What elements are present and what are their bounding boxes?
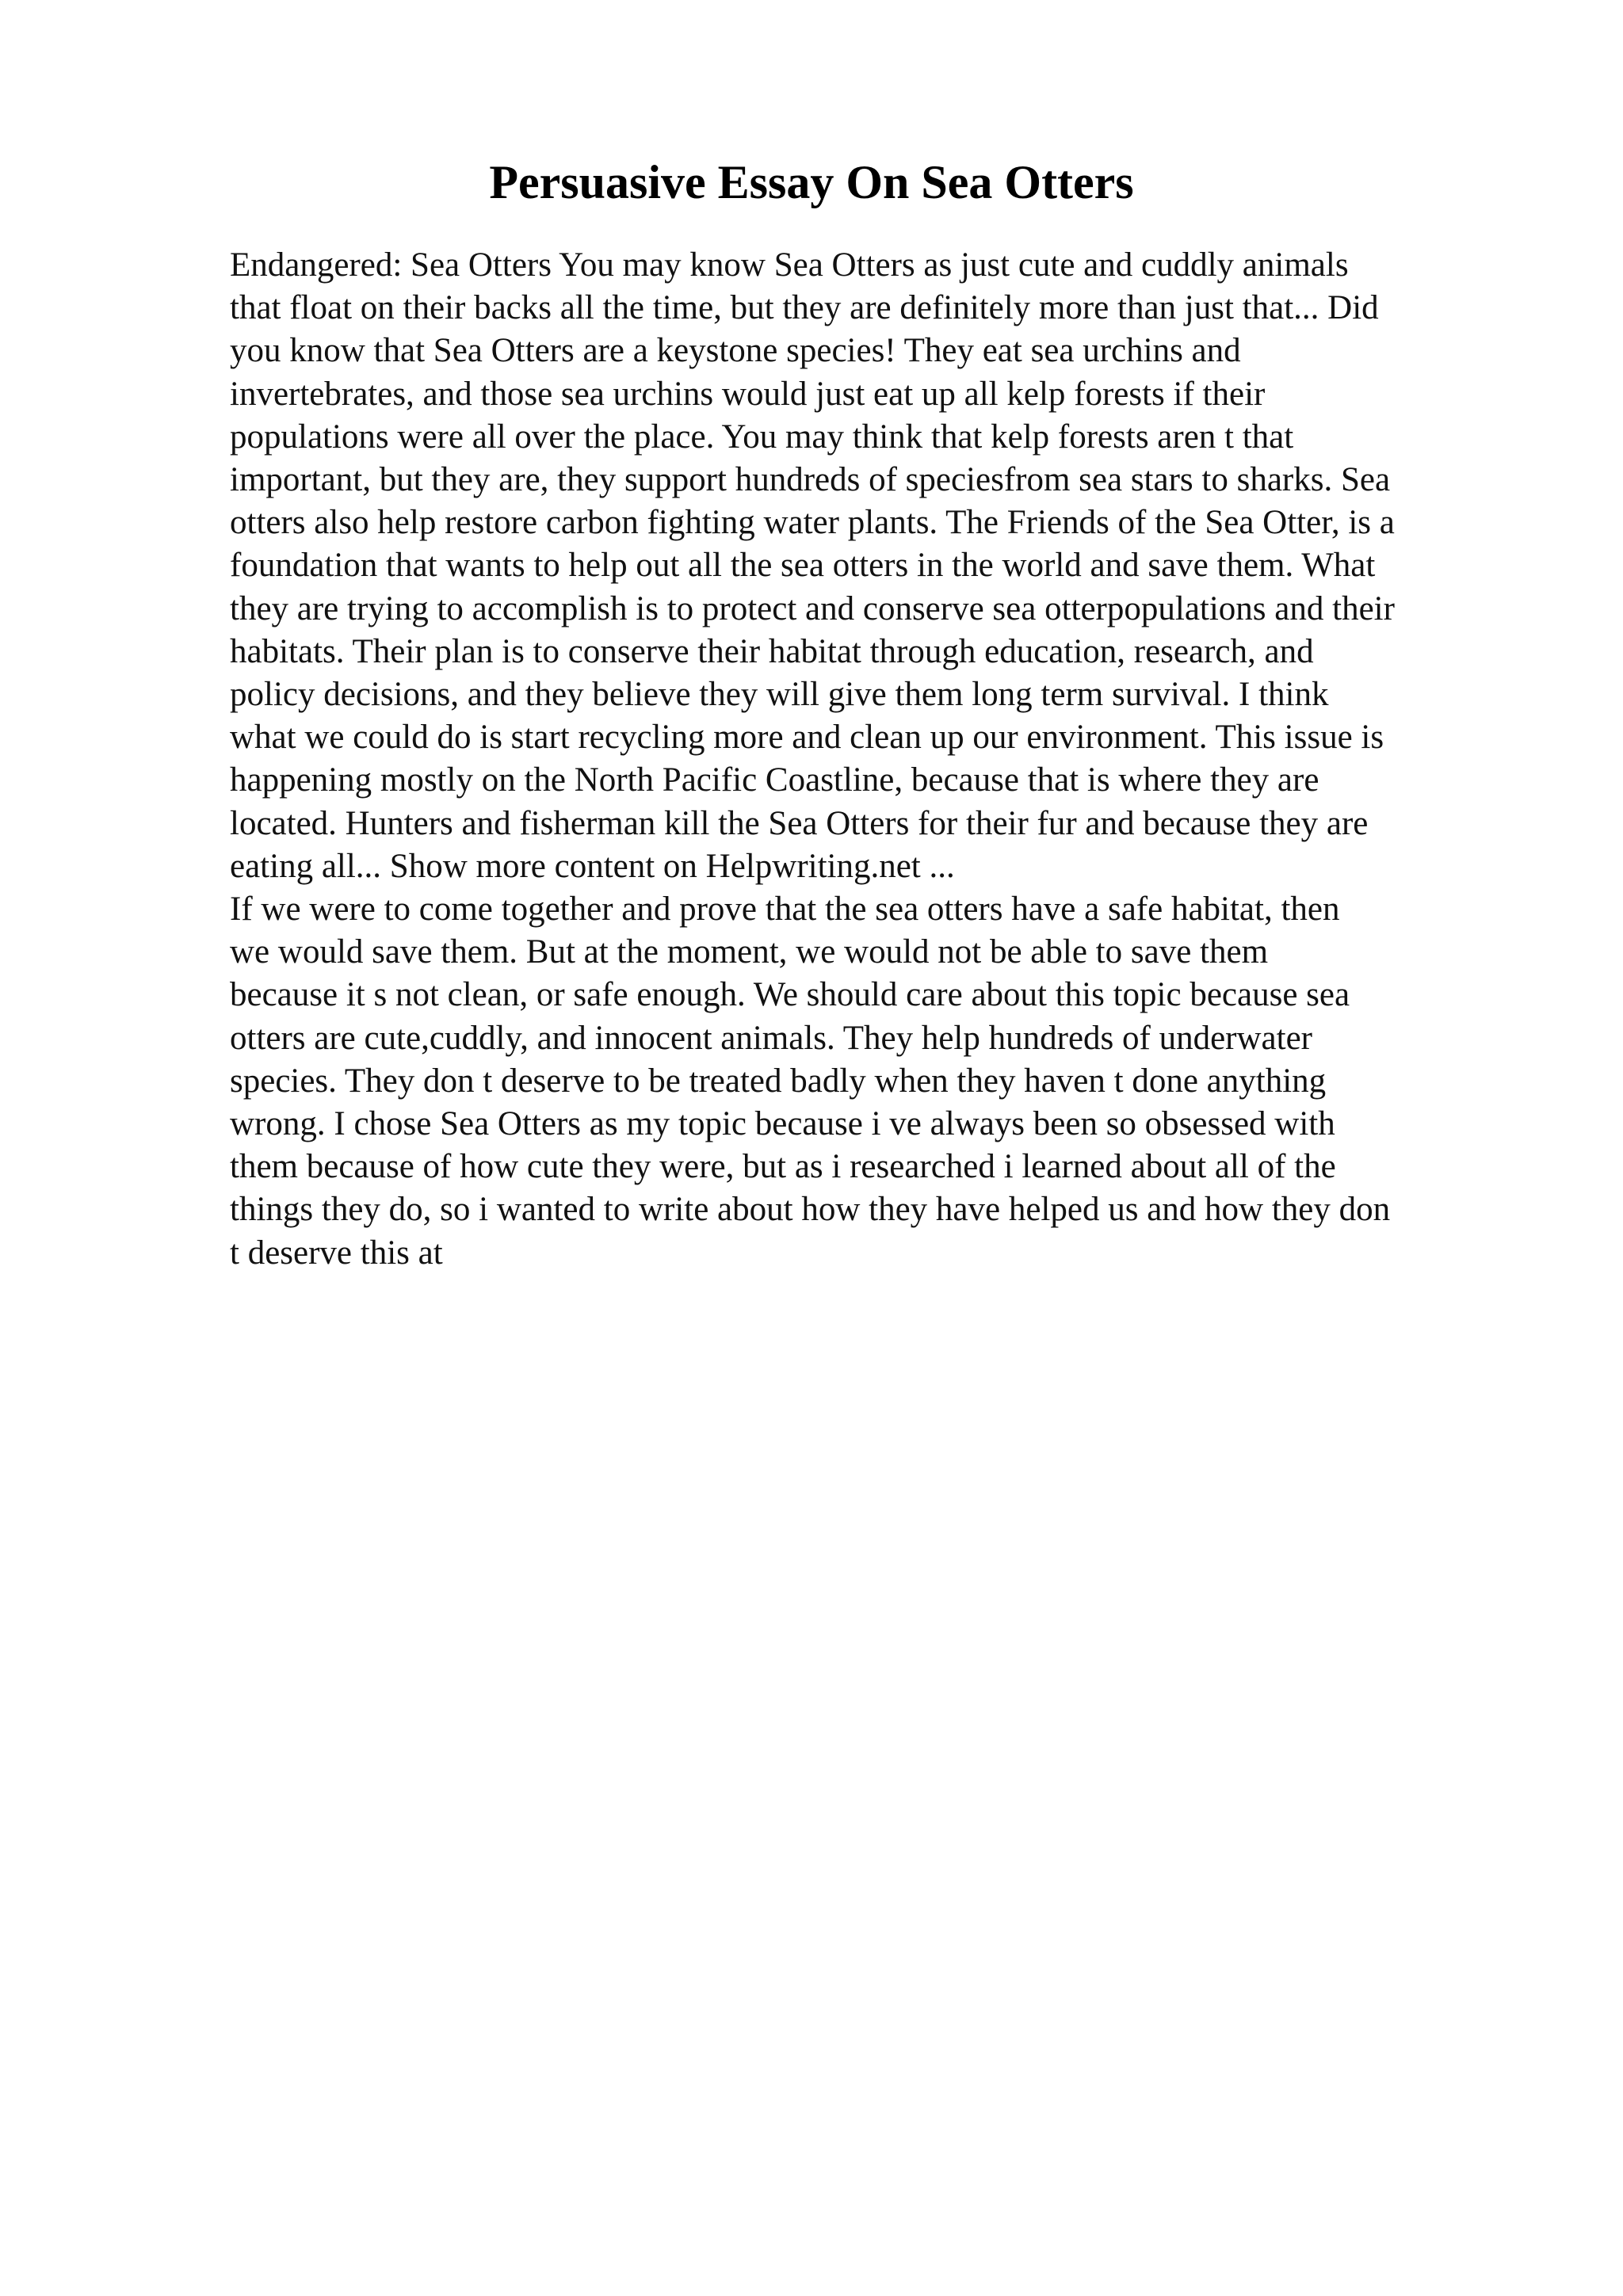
text-line: t deserve this at (230, 1234, 443, 1272)
text-line: species. They don t deserve to be treated badly when they haven t done anything (230, 1062, 1327, 1100)
text-line: located. Hunters and fisherman kill the Sea Otters for their fur and because they are (230, 804, 1369, 842)
document-title: Persuasive Essay On Sea Otters (489, 156, 1134, 208)
text-line: otters also help restore carbon fighting water plants. The Friends of the Sea Otter, is a (230, 504, 1395, 542)
text-line: happening mostly on the North Pacific Coastline, because that is where they are (230, 761, 1319, 799)
text-line: habitats. Their plan is to conserve their habitat through education, research, and (230, 632, 1314, 670)
text-line: eating all... Show more content on Helpwriting.net ... (230, 847, 955, 885)
text-line: otters are cute,cuddly, and innocent animals. They help hundreds of underwater (230, 1019, 1312, 1057)
text-line: that float on their backs all the time, but they are definitely more than just that... Did (230, 289, 1379, 327)
text-line: what we could do is start recycling more and clean up our environment. This issue is (230, 719, 1384, 757)
text-line: you know that Sea Otters are a keystone species! They eat sea urchins and (230, 332, 1241, 370)
text-line: policy decisions, and they believe they will give them long term survival. I think (230, 676, 1329, 714)
text-line: important, but they are, they support hundreds of speciesfrom sea stars to sharks. Sea (230, 461, 1391, 499)
text-line: we would save them. But at the moment, we would not be able to save them (230, 933, 1269, 971)
text-line: If we were to come together and prove that the sea otters have a safe habitat, then (230, 891, 1340, 929)
text-line: they are trying to accomplish is to protect and conserve sea otterpopulations and their (230, 589, 1395, 627)
paragraph-2 (230, 888, 1529, 1275)
paragraph-1 (230, 244, 1529, 888)
text-line: Endangered: Sea Otters You may know Sea Otters as just cute and cuddly animals (230, 246, 1349, 284)
text-line: them because of how cute they were, but as i researched i learned about all of the (230, 1148, 1336, 1186)
text-line: populations were all over the place. You may think that kelp forests aren t that (230, 418, 1294, 456)
text-line: because it s not clean, or safe enough. We should care about this topic because sea (230, 976, 1350, 1014)
text-line: things they do, so i wanted to write about how they have helped us and how they don (230, 1191, 1391, 1229)
document-body (230, 244, 1529, 1275)
text-line: invertebrates, and those sea urchins would just eat up all kelp forests if their (230, 375, 1266, 413)
text-line: wrong. I chose Sea Otters as my topic because i ve always been so obsessed with (230, 1105, 1335, 1143)
text-line: foundation that wants to help out all the sea otters in the world and save them. What (230, 547, 1376, 585)
